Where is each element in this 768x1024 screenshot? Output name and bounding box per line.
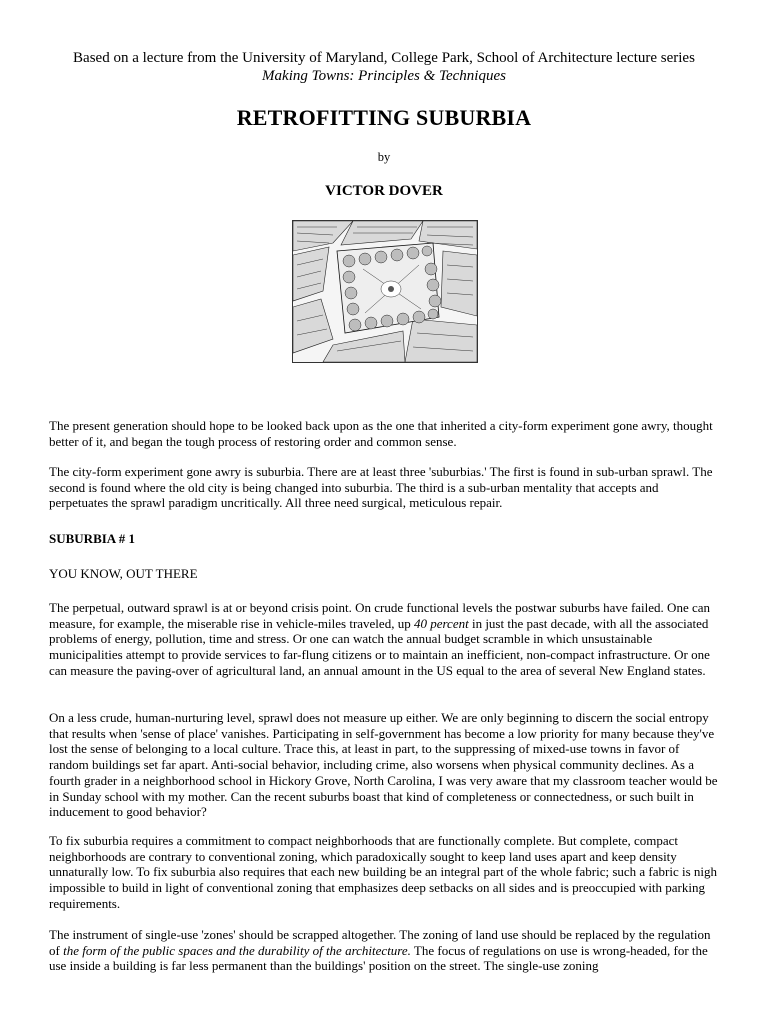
- paragraph-6: [49, 927, 719, 974]
- aerial-town-square-illustration: [292, 220, 478, 363]
- paragraph-2-text: The city-form experiment gone awry is suburbia. There are at least three 'suburbias.' The first is found in sub-urban sprawl. The second is found where the old city is being changed into suburbia. The third is a sub-urban mentality that accepts and perpetuates the sprawl paradigm uncritically. All three need surgical, meticulous repair.: [49, 464, 713, 511]
- paragraph-3-text: [49, 600, 719, 679]
- paragraph-2: [49, 464, 719, 511]
- lecture-series-line: Based on a lecture from the University of Maryland, College Park, School of Architecture lecture series: [73, 50, 695, 66]
- paragraph-3-part-b: in just the past decade, with all the associated problems of energy, pollution, time and stress. Or one can watch the annual budget scramble in which unsustainable municipalities attempt to provide services to far-flung citizens or to maintain an inefficient, non-compact infrastructure. Or one can measure the paving-over of agricultural land, an annual amount in the US equal to the area of several New England states.: [49, 615, 710, 678]
- lecture-header: [0, 49, 768, 85]
- paragraph-5-text: To fix suburbia requires a commitment to compact neighborhoods that are functionally complete. But complete, compact neighborhoods are contrary to conventional zoning, which paradoxically sought to keep land uses apart and keep density unnaturally low. To fix suburbia also requires that each new building be an integral part of the whole fabric; such a fabric is nigh impossible to build in light of conventional zoning that emphasizes deep setbacks on all sides and is preoccupied with parking requirements.: [49, 833, 718, 911]
- aerial-town-square-drawing: [293, 221, 477, 362]
- lecture-series-title: Making Towns: Principles & Techniques: [262, 68, 506, 84]
- paragraph-6-part-b: The focus of regulations on use is wrong-headed, for the use inside a building is far less permanent than the buildings' position on the street. The single-use zoning: [49, 942, 708, 974]
- paragraph-6-text: [49, 927, 719, 974]
- paragraph-4-text: On a less crude, human-nurturing level, sprawl does not measure up either. We are only beginning to discern the social entropy that results when 'sense of place' vanishes. Participating in self-government has become a low priority for many because they've lost the sense of belonging to a local culture. Trace this, at least in part, to the suppressing of mixed-use towns in favor of random buildings set far apart. Anti-social behavior, including crime, also worsens when physical community declines. As a fourth grader in a neighborhood school in Hickory Grove, North Carolina, I was very aware that my classroom teacher would be in Sunday school with my mother. Can the recent suburbs boast that kind of completeness or connectedness, or such built in inducement to good behavior?: [49, 710, 718, 820]
- section-heading: SUBURBIA # 1: [49, 531, 135, 546]
- paragraph-6-part-a: The instrument of single-use 'zones' should be scrapped altogether. The zoning of land use should be replaced by the regulation of: [49, 927, 711, 958]
- paragraph-3-part-a: The perpetual, outward sprawl is at or beyond crisis point. On crude functional levels the postwar suburbs have failed. One can measure, for example, the miserable rise in vehicle-miles traveled, up: [49, 600, 711, 631]
- section-subheading: YOU KNOW, OUT THERE: [49, 566, 198, 581]
- paragraph-5: [49, 833, 719, 912]
- paragraph-4: [49, 710, 719, 820]
- document-title: RETROFITTING SUBURBIA: [236, 105, 532, 130]
- paragraph-3-emphasis: 40 percent: [413, 615, 469, 631]
- paragraph-1-text: The present generation should hope to be looked back upon as the one that inherited a city-form experiment gone awry, thought better of it, and began the tough process of restoring order and common sense.: [49, 418, 713, 449]
- paragraph-6-emphasis: the form of the public spaces and the durability of the architecture.: [63, 942, 411, 958]
- paragraph-3: [49, 600, 719, 679]
- paragraph-1: [49, 418, 719, 449]
- byline-by: by: [377, 150, 391, 164]
- author-name: VICTOR DOVER: [325, 183, 443, 199]
